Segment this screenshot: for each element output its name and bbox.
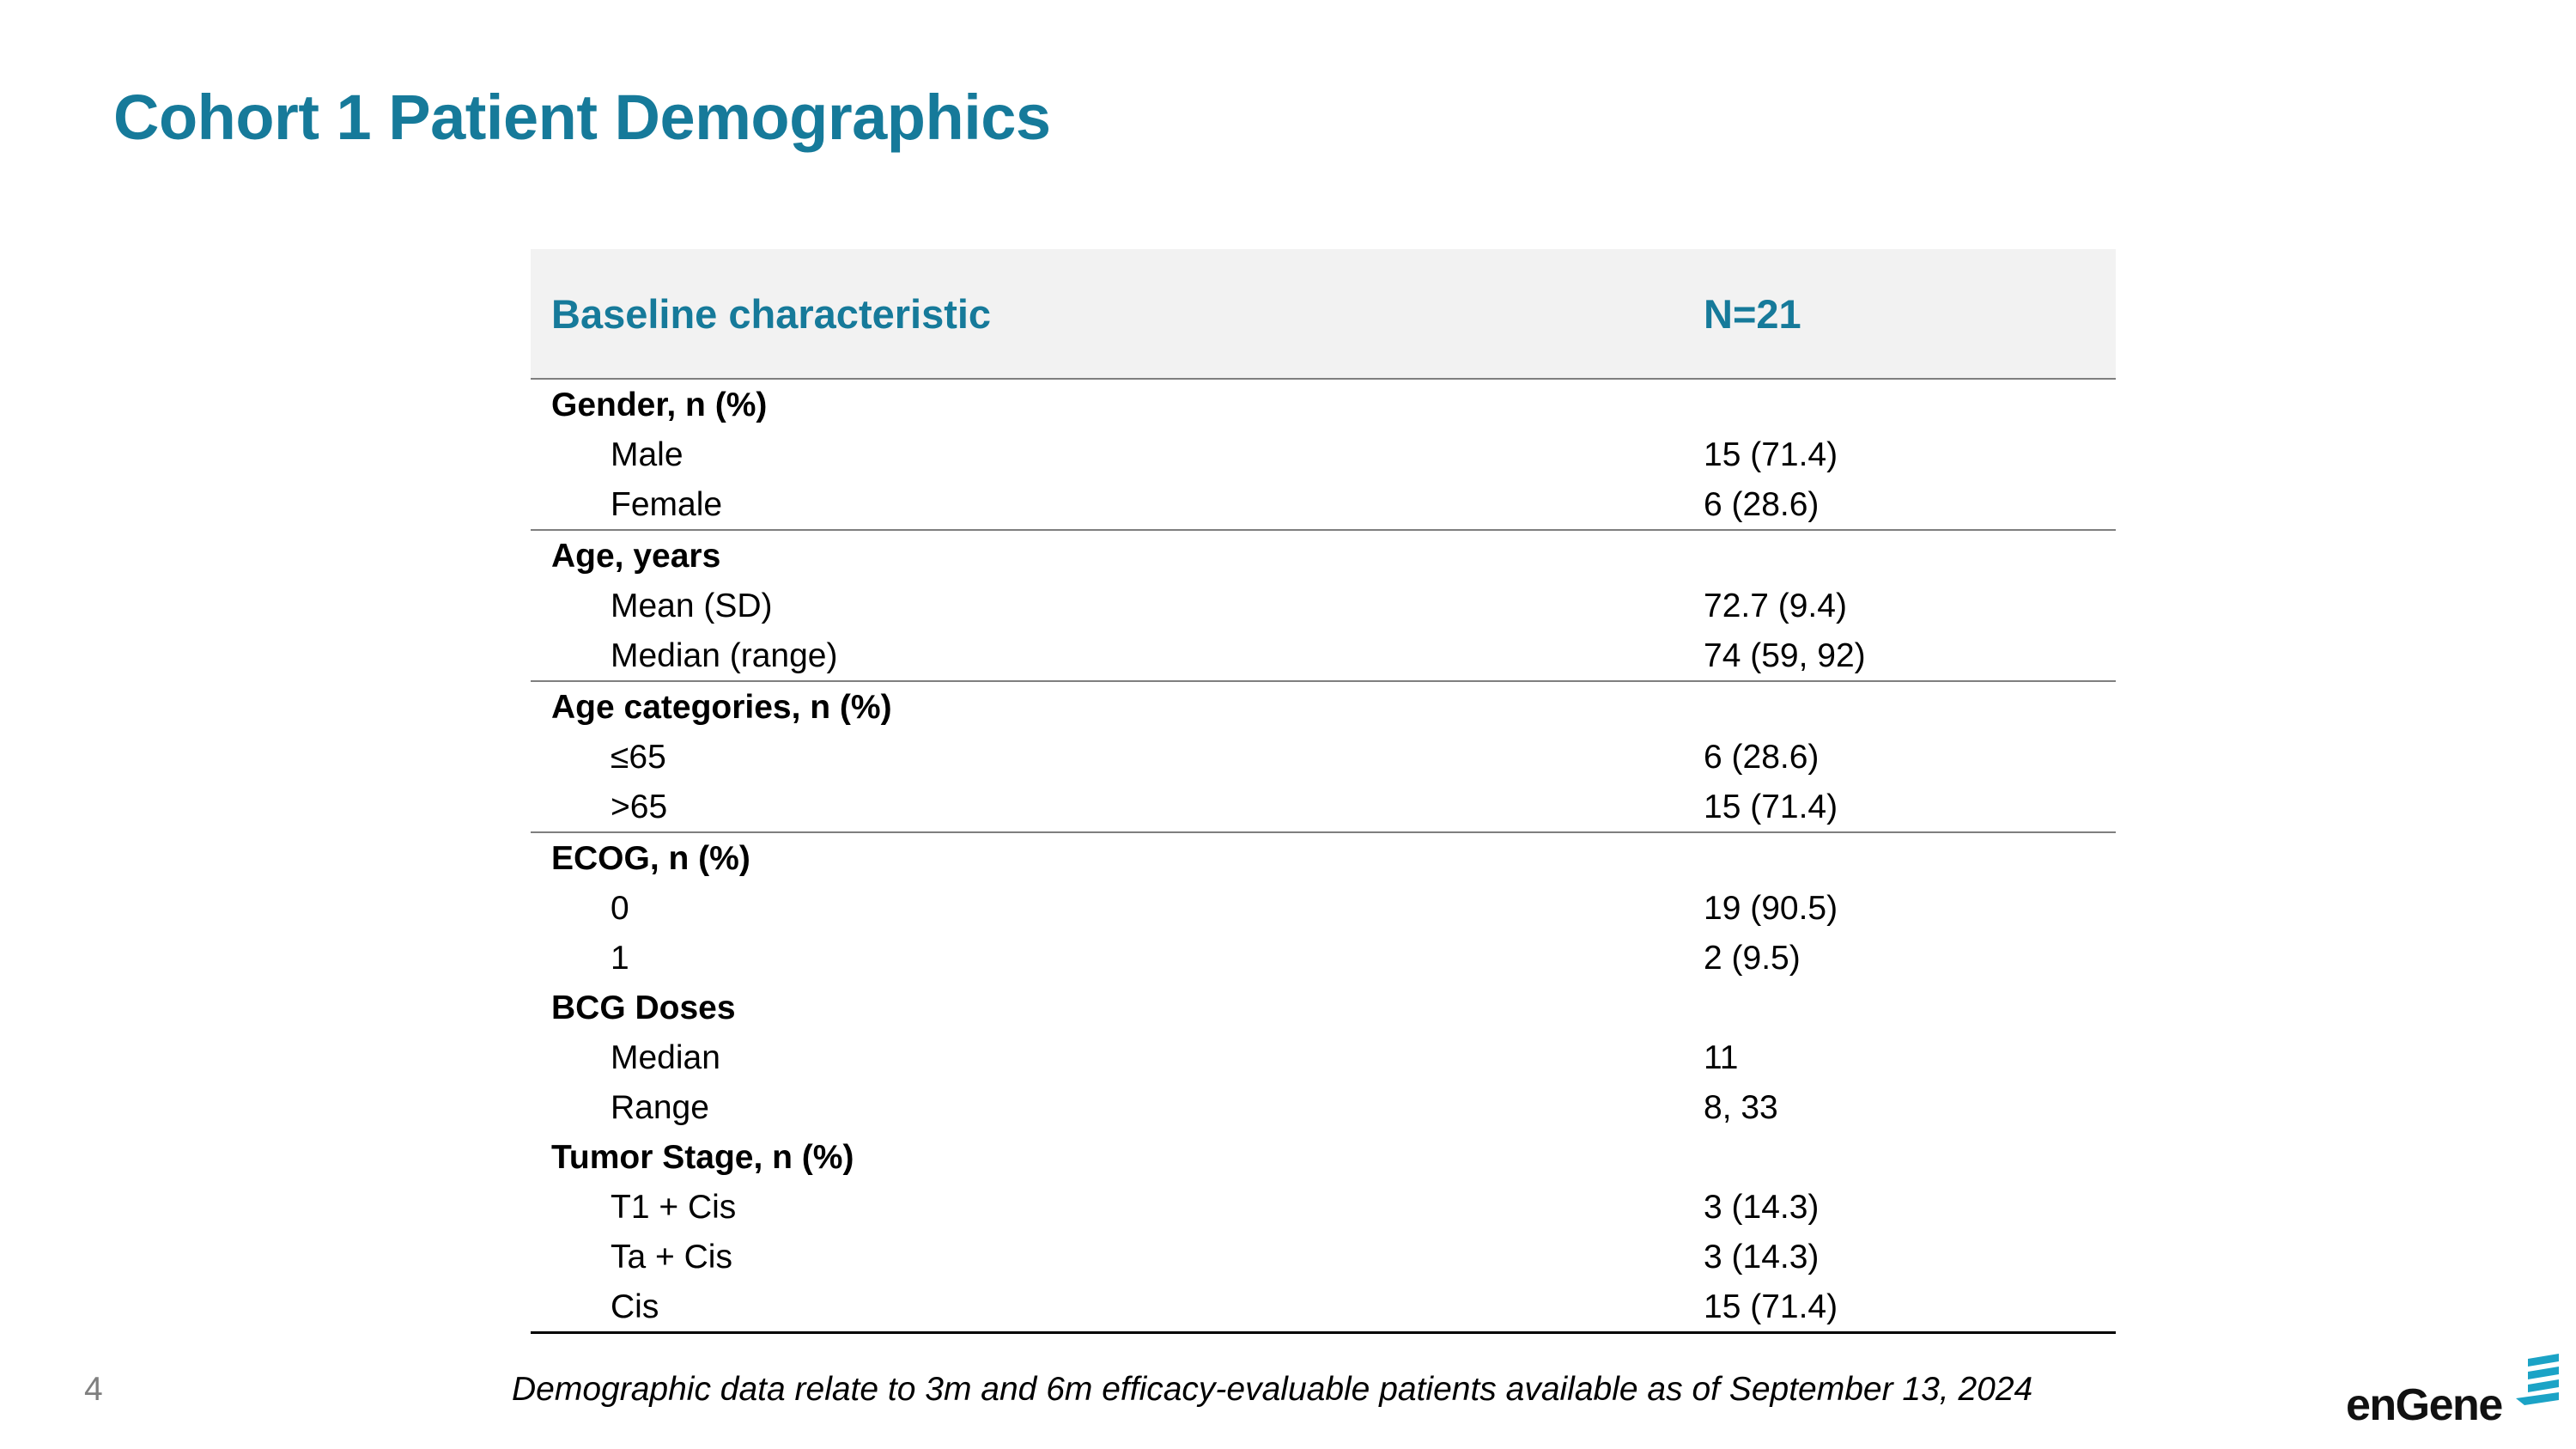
table-row bbox=[531, 429, 2116, 479]
table-row bbox=[531, 1182, 2116, 1232]
row-value: 11 bbox=[1704, 1038, 1739, 1076]
row-label: Median (range) bbox=[611, 636, 838, 674]
row-label: >65 bbox=[611, 788, 668, 825]
group-header-row bbox=[531, 1132, 2116, 1182]
row-label: Ta + Cis bbox=[611, 1238, 732, 1275]
row-label: 0 bbox=[611, 889, 629, 927]
row-label: Cis bbox=[611, 1288, 659, 1325]
page-number: 4 bbox=[84, 1371, 103, 1408]
table-group-ecog bbox=[531, 833, 2116, 983]
logo-wordmark: enGene bbox=[2346, 1380, 2502, 1430]
group-label: BCG Doses bbox=[551, 989, 736, 1026]
row-label: Range bbox=[611, 1088, 709, 1126]
table-group-bcg-doses bbox=[531, 983, 2116, 1132]
row-label: ≤65 bbox=[611, 738, 666, 776]
table-row bbox=[531, 1082, 2116, 1132]
column-header-characteristic: Baseline characteristic bbox=[551, 290, 992, 337]
group-label: Age, years bbox=[551, 537, 721, 575]
row-label: Male bbox=[611, 435, 683, 473]
table-group-tumor-stage bbox=[531, 1132, 2116, 1334]
row-value: 19 (90.5) bbox=[1704, 889, 1838, 927]
logo-stripes-icon bbox=[2504, 1354, 2564, 1416]
row-label: 1 bbox=[611, 939, 629, 977]
row-value: 6 (28.6) bbox=[1704, 485, 1820, 523]
row-label: Female bbox=[611, 485, 723, 523]
row-value: 6 (28.6) bbox=[1704, 738, 1820, 776]
row-label: T1 + Cis bbox=[611, 1188, 737, 1226]
row-value: 15 (71.4) bbox=[1704, 1288, 1838, 1325]
group-label: ECOG, n (%) bbox=[551, 839, 750, 877]
row-value: 8, 33 bbox=[1704, 1088, 1778, 1126]
table-row bbox=[531, 782, 2116, 831]
row-value: 15 (71.4) bbox=[1704, 435, 1838, 473]
row-value: 2 (9.5) bbox=[1704, 939, 1801, 977]
table-row bbox=[531, 581, 2116, 630]
group-header-row bbox=[531, 531, 2116, 581]
group-label: Gender, n (%) bbox=[551, 386, 768, 423]
row-value: 3 (14.3) bbox=[1704, 1188, 1820, 1226]
table-row bbox=[531, 1282, 2116, 1331]
table-group-gender bbox=[531, 380, 2116, 531]
footnote: Demographic data relate to 3m and 6m efficacy-evaluable patients available as of September 13, 2024 bbox=[512, 1371, 2033, 1408]
group-label: Age categories, n (%) bbox=[551, 688, 892, 726]
engene-logo bbox=[2346, 1354, 2552, 1431]
table-row bbox=[531, 933, 2116, 983]
table-row bbox=[531, 630, 2116, 680]
group-header-row bbox=[531, 682, 2116, 732]
row-value: 15 (71.4) bbox=[1704, 788, 1838, 825]
group-label: Tumor Stage, n (%) bbox=[551, 1138, 854, 1176]
row-value: 74 (59, 92) bbox=[1704, 636, 1866, 674]
demographics-table bbox=[531, 249, 2116, 1334]
row-value: 3 (14.3) bbox=[1704, 1238, 1820, 1275]
table-row bbox=[531, 732, 2116, 782]
row-value: 72.7 (9.4) bbox=[1704, 587, 1847, 624]
table-row bbox=[531, 479, 2116, 529]
table-group-age bbox=[531, 531, 2116, 682]
table-group-age-categories bbox=[531, 682, 2116, 833]
group-header-row bbox=[531, 983, 2116, 1032]
column-header-n: N=21 bbox=[1704, 290, 1801, 337]
page-title: Cohort 1 Patient Demographics bbox=[113, 82, 1051, 153]
group-header-row bbox=[531, 380, 2116, 429]
group-header-row bbox=[531, 833, 2116, 883]
table-row bbox=[531, 883, 2116, 933]
row-label: Median bbox=[611, 1038, 720, 1076]
table-header-row bbox=[531, 249, 2116, 380]
row-label: Mean (SD) bbox=[611, 587, 773, 624]
table-row bbox=[531, 1032, 2116, 1082]
table-row bbox=[531, 1232, 2116, 1282]
